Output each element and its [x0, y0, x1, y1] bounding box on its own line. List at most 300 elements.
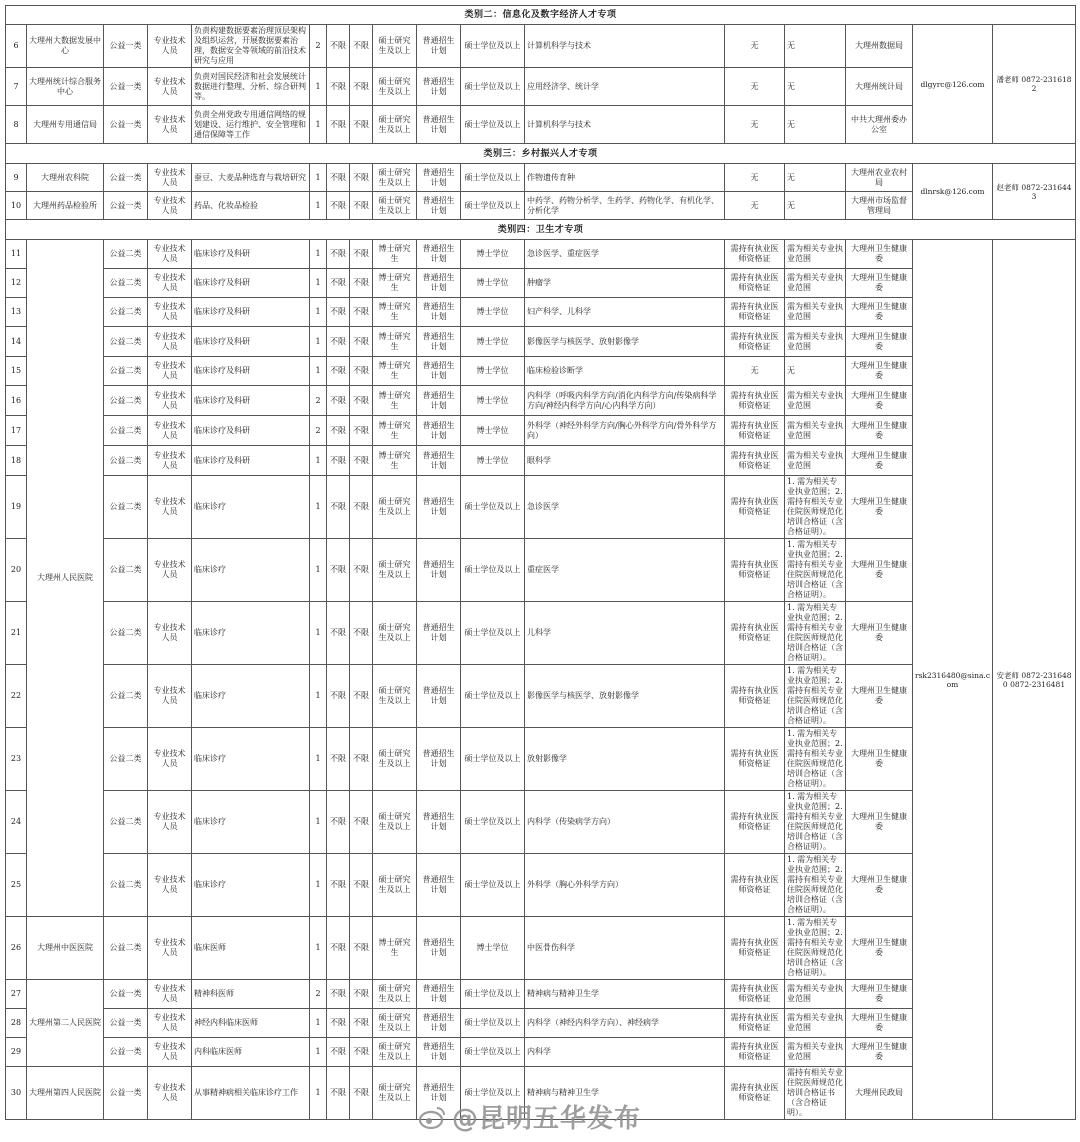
row-number: 9 — [6, 164, 27, 192]
cell-duty: 内科临床医师 — [192, 1038, 310, 1067]
category-header-row — [6, 6, 1076, 25]
cell-post: 专业技术人员 — [148, 269, 192, 298]
cell-type: 公益二类 — [104, 386, 148, 416]
contact-email[interactable]: dlnrsk@126.com — [913, 164, 993, 220]
cell-gender: 不限 — [350, 980, 373, 1009]
cell-num: 1 — [310, 192, 327, 220]
cell-num: 1 — [310, 1038, 327, 1067]
cell-edu: 硕士研究生及以上 — [373, 1067, 417, 1120]
cell-num: 1 — [310, 68, 327, 106]
table-row — [6, 240, 1076, 269]
cell-dept: 大理州卫生健康委 — [846, 1038, 913, 1067]
cell-other: 无 — [785, 68, 846, 106]
cell-duty: 临床诊疗及科研 — [192, 298, 310, 327]
cell-num: 1 — [310, 476, 327, 539]
cell-degree: 博士学位 — [461, 357, 525, 386]
table-row — [6, 164, 1076, 192]
cell-cert: 无 — [725, 164, 785, 192]
cell-edu: 博士研究生 — [373, 269, 417, 298]
cell-other: 1. 需为相关专业执业范围；2. 需持有相关专业住院医师规范化培训合格证（含合格证明）。 — [785, 665, 846, 728]
unit-name: 大理州药品检验所 — [27, 192, 104, 220]
cell-gender: 不限 — [350, 665, 373, 728]
cell-post: 专业技术人员 — [148, 1009, 192, 1038]
cell-other: 1. 需为相关专业执业范围；2. 需持有相关专业住院医师规范化培训合格证（含合格证明）。 — [785, 791, 846, 854]
row-number: 25 — [6, 854, 27, 917]
cell-major: 中医骨伤科学 — [525, 917, 725, 980]
cell-cert: 需持有执业医师资格证 — [725, 854, 785, 917]
watermark — [418, 1098, 641, 1135]
cell-post: 专业技术人员 — [148, 357, 192, 386]
cell-gender: 不限 — [350, 192, 373, 220]
row-number: 19 — [6, 476, 27, 539]
cell-dept: 大理州卫生健康委 — [846, 476, 913, 539]
contact-email[interactable]: rsk2316480@sina.com — [913, 240, 993, 1120]
cell-post: 专业技术人员 — [148, 539, 192, 602]
cell-type: 公益一类 — [104, 1038, 148, 1067]
cell-type: 公益一类 — [104, 25, 148, 68]
cell-degree: 硕士学位及以上 — [461, 539, 525, 602]
cell-dept: 大理州卫生健康委 — [846, 539, 913, 602]
cell-edu: 硕士研究生及以上 — [373, 164, 417, 192]
cell-major: 精神病与精神卫生学 — [525, 980, 725, 1009]
cell-major: 中药学、药物分析学、生药学、药物化学、有机化学、分析化学 — [525, 192, 725, 220]
cell-other: 需为相关专业执业范围 — [785, 327, 846, 357]
unit-name: 大理州第四人民医院 — [27, 1067, 104, 1120]
cell-cert: 需持有执业医师资格证 — [725, 446, 785, 476]
cell-num: 2 — [310, 25, 327, 68]
cell-form: 普通招生计划 — [417, 446, 461, 476]
cell-major: 肿瘤学 — [525, 269, 725, 298]
cell-post: 专业技术人员 — [148, 68, 192, 106]
cell-other: 需为相关专业执业范围 — [785, 386, 846, 416]
cell-form: 普通招生计划 — [417, 1038, 461, 1067]
cell-post: 专业技术人员 — [148, 980, 192, 1009]
cell-type: 公益二类 — [104, 416, 148, 446]
cell-other: 1. 需为相关专业执业范围；2. 需持有相关专业住院医师规范化培训合格证（含合格证明）。 — [785, 917, 846, 980]
cell-edu: 硕士研究生及以上 — [373, 854, 417, 917]
cell-other: 无 — [785, 25, 846, 68]
cell-edu: 硕士研究生及以上 — [373, 25, 417, 68]
cell-num: 1 — [310, 1067, 327, 1120]
cell-dept: 大理州农业农村局 — [846, 164, 913, 192]
cell-major: 计算机科学与技术 — [525, 106, 725, 144]
cell-gender: 不限 — [350, 416, 373, 446]
cell-type: 公益二类 — [104, 327, 148, 357]
contact-person: 潘老师 0872-2316182 — [993, 25, 1076, 144]
cell-num: 1 — [310, 357, 327, 386]
cell-dept: 大理州卫生健康委 — [846, 269, 913, 298]
cell-duty: 从事精神病相关临床诊疗工作 — [192, 1067, 310, 1120]
cell-duty: 临床诊疗及科研 — [192, 446, 310, 476]
cell-dept: 大理州市场监督管理局 — [846, 192, 913, 220]
cell-num: 1 — [310, 539, 327, 602]
cell-edu: 硕士研究生及以上 — [373, 980, 417, 1009]
cell-age: 不限 — [327, 728, 350, 791]
row-number: 21 — [6, 602, 27, 665]
cell-other: 需为相关专业执业范围 — [785, 240, 846, 269]
cell-duty: 临床诊疗及科研 — [192, 240, 310, 269]
cell-dept: 大理州卫生健康委 — [846, 602, 913, 665]
cell-form: 普通招生计划 — [417, 327, 461, 357]
cell-degree: 博士学位 — [461, 269, 525, 298]
cell-gender: 不限 — [350, 68, 373, 106]
cell-gender: 不限 — [350, 106, 373, 144]
cell-type: 公益二类 — [104, 791, 148, 854]
cell-other: 1. 需为相关专业执业范围；2. 需持有相关专业住院医师规范化培训合格证（含合格证明）。 — [785, 602, 846, 665]
cell-form: 普通招生计划 — [417, 416, 461, 446]
cell-type: 公益一类 — [104, 106, 148, 144]
cell-major: 眼科学 — [525, 446, 725, 476]
cell-duty: 临床诊疗及科研 — [192, 327, 310, 357]
cell-dept: 大理州卫生健康委 — [846, 1009, 913, 1038]
row-number: 15 — [6, 357, 27, 386]
cell-post: 专业技术人员 — [148, 665, 192, 728]
cell-form: 普通招生计划 — [417, 1009, 461, 1038]
cell-major: 临床检验诊断学 — [525, 357, 725, 386]
row-number: 22 — [6, 665, 27, 728]
cell-cert: 需持有执业医师资格证 — [725, 728, 785, 791]
cell-post: 专业技术人员 — [148, 416, 192, 446]
cell-edu: 博士研究生 — [373, 416, 417, 446]
unit-name: 大理州专用通信局 — [27, 106, 104, 144]
cell-cert: 无 — [725, 25, 785, 68]
cell-form: 普通招生计划 — [417, 68, 461, 106]
cell-form: 普通招生计划 — [417, 980, 461, 1009]
cell-gender: 不限 — [350, 917, 373, 980]
cell-num: 1 — [310, 240, 327, 269]
cell-dept: 大理州卫生健康委 — [846, 240, 913, 269]
cell-dept: 大理州卫生健康委 — [846, 357, 913, 386]
cell-age: 不限 — [327, 68, 350, 106]
cell-form: 普通招生计划 — [417, 665, 461, 728]
cell-gender: 不限 — [350, 240, 373, 269]
row-number: 10 — [6, 192, 27, 220]
cell-post: 专业技术人员 — [148, 854, 192, 917]
cell-duty: 临床诊疗 — [192, 665, 310, 728]
cell-cert: 需持有执业医师资格证 — [725, 791, 785, 854]
cell-degree: 硕士学位及以上 — [461, 1038, 525, 1067]
cell-edu: 博士研究生 — [373, 357, 417, 386]
cell-age: 不限 — [327, 416, 350, 446]
cell-gender: 不限 — [350, 25, 373, 68]
cell-type: 公益二类 — [104, 917, 148, 980]
cell-type: 公益一类 — [104, 1067, 148, 1120]
cell-dept: 大理州卫生健康委 — [846, 386, 913, 416]
unit-name: 大理州农科院 — [27, 164, 104, 192]
row-number: 26 — [6, 917, 27, 980]
cell-edu: 博士研究生 — [373, 446, 417, 476]
cell-type: 公益一类 — [104, 192, 148, 220]
cell-gender: 不限 — [350, 164, 373, 192]
cell-form: 普通招生计划 — [417, 728, 461, 791]
cell-form: 普通招生计划 — [417, 854, 461, 917]
cell-num: 1 — [310, 106, 327, 144]
cell-post: 专业技术人员 — [148, 386, 192, 416]
cell-dept: 大理州卫生健康委 — [846, 327, 913, 357]
cell-post: 专业技术人员 — [148, 106, 192, 144]
cell-edu: 博士研究生 — [373, 240, 417, 269]
cell-other: 需为相关专业执业范围 — [785, 298, 846, 327]
cell-form: 普通招生计划 — [417, 192, 461, 220]
cell-cert: 需持有执业医师资格证 — [725, 327, 785, 357]
cell-num: 1 — [310, 728, 327, 791]
cell-gender: 不限 — [350, 269, 373, 298]
cell-post: 专业技术人员 — [148, 1038, 192, 1067]
cell-duty: 临床诊疗及科研 — [192, 416, 310, 446]
cell-major: 计算机科学与技术 — [525, 25, 725, 68]
cell-age: 不限 — [327, 1067, 350, 1120]
row-number: 28 — [6, 1009, 27, 1038]
cell-type: 公益二类 — [104, 298, 148, 327]
cell-gender: 不限 — [350, 539, 373, 602]
cell-cert: 需持有执业医师资格证 — [725, 1038, 785, 1067]
cell-age: 不限 — [327, 240, 350, 269]
cell-num: 1 — [310, 446, 327, 476]
cell-form: 普通招生计划 — [417, 539, 461, 602]
cell-duty: 临床医师 — [192, 917, 310, 980]
cell-age: 不限 — [327, 269, 350, 298]
unit-name: 大理州统计综合服务中心 — [27, 68, 104, 106]
cell-cert: 无 — [725, 357, 785, 386]
row-number: 12 — [6, 269, 27, 298]
cell-gender: 不限 — [350, 386, 373, 416]
cell-dept: 大理州卫生健康委 — [846, 298, 913, 327]
cell-edu: 硕士研究生及以上 — [373, 1009, 417, 1038]
cell-duty: 临床诊疗及科研 — [192, 357, 310, 386]
cell-cert: 需持有执业医师资格证 — [725, 269, 785, 298]
cell-num: 1 — [310, 791, 327, 854]
category-title: 类别四：卫生才专项 — [6, 220, 1076, 240]
cell-gender: 不限 — [350, 476, 373, 539]
cell-age: 不限 — [327, 357, 350, 386]
category-header-row — [6, 144, 1076, 164]
cell-edu: 硕士研究生及以上 — [373, 791, 417, 854]
cell-degree: 硕士学位及以上 — [461, 1067, 525, 1120]
cell-cert: 无 — [725, 106, 785, 144]
cell-degree: 硕士学位及以上 — [461, 164, 525, 192]
cell-gender: 不限 — [350, 446, 373, 476]
cell-gender: 不限 — [350, 602, 373, 665]
category-title: 类别三：乡村振兴人才专项 — [6, 144, 1076, 164]
cell-other: 1. 需为相关专业执业范围；2. 需持有相关专业住院医师规范化培训合格证（含合格证明）。 — [785, 854, 846, 917]
cell-edu: 博士研究生 — [373, 386, 417, 416]
cell-age: 不限 — [327, 854, 350, 917]
cell-type: 公益二类 — [104, 602, 148, 665]
table-row — [6, 25, 1076, 68]
cell-age: 不限 — [327, 164, 350, 192]
cell-degree: 硕士学位及以上 — [461, 1009, 525, 1038]
cell-other: 需持有相关专业住院医师规范化培训合格证书（含合格证明）。 — [785, 1067, 846, 1120]
cell-duty: 临床诊疗 — [192, 728, 310, 791]
cell-major: 内科学（传染病学方向） — [525, 791, 725, 854]
cell-type: 公益二类 — [104, 446, 148, 476]
cell-num: 2 — [310, 416, 327, 446]
cell-dept: 大理州卫生健康委 — [846, 665, 913, 728]
cell-degree: 硕士学位及以上 — [461, 728, 525, 791]
cell-type: 公益二类 — [104, 269, 148, 298]
cell-type: 公益一类 — [104, 164, 148, 192]
weibo-logo-icon — [418, 1103, 446, 1131]
cell-other: 无 — [785, 164, 846, 192]
cell-major: 作物遗传育种 — [525, 164, 725, 192]
cell-duty: 药品、化妆品检验 — [192, 192, 310, 220]
cell-age: 不限 — [327, 25, 350, 68]
row-number: 7 — [6, 68, 27, 106]
cell-type: 公益二类 — [104, 728, 148, 791]
row-number: 8 — [6, 106, 27, 144]
cell-form: 普通招生计划 — [417, 602, 461, 665]
cell-edu: 博士研究生 — [373, 298, 417, 327]
cell-type: 公益二类 — [104, 539, 148, 602]
cell-type: 公益二类 — [104, 476, 148, 539]
cell-other: 需为相关专业执业范围 — [785, 446, 846, 476]
cell-cert: 需持有执业医师资格证 — [725, 416, 785, 446]
cell-form: 普通招生计划 — [417, 269, 461, 298]
cell-cert: 需持有执业医师资格证 — [725, 917, 785, 980]
cell-age: 不限 — [327, 476, 350, 539]
cell-duty: 临床诊疗 — [192, 602, 310, 665]
cell-num: 2 — [310, 386, 327, 416]
cell-type: 公益二类 — [104, 665, 148, 728]
cell-dept: 大理州卫生健康委 — [846, 728, 913, 791]
cell-other: 无 — [785, 357, 846, 386]
cell-edu: 博士研究生 — [373, 917, 417, 980]
row-number: 30 — [6, 1067, 27, 1120]
cell-major: 儿科学 — [525, 602, 725, 665]
cell-dept: 大理州卫生健康委 — [846, 791, 913, 854]
cell-gender: 不限 — [350, 327, 373, 357]
cell-type: 公益一类 — [104, 980, 148, 1009]
cell-form: 普通招生计划 — [417, 917, 461, 980]
cell-gender: 不限 — [350, 1038, 373, 1067]
cell-dept: 大理州卫生健康委 — [846, 446, 913, 476]
cell-age: 不限 — [327, 917, 350, 980]
cell-type: 公益二类 — [104, 240, 148, 269]
cell-duty: 负责构建数据要素治理顶层架构及组织运营，开展数据要素治理，数据安全等领域的前沿技术研究与应用 — [192, 25, 310, 68]
cell-gender: 不限 — [350, 791, 373, 854]
cell-post: 专业技术人员 — [148, 25, 192, 68]
cell-num: 1 — [310, 602, 327, 665]
cell-age: 不限 — [327, 791, 350, 854]
recruitment-table — [5, 5, 1076, 1120]
cell-dept: 大理州数据局 — [846, 25, 913, 68]
cell-age: 不限 — [327, 327, 350, 357]
cell-post: 专业技术人员 — [148, 164, 192, 192]
cell-num: 1 — [310, 327, 327, 357]
cell-num: 1 — [310, 298, 327, 327]
cell-degree: 博士学位 — [461, 327, 525, 357]
cell-gender: 不限 — [350, 298, 373, 327]
cell-other: 1. 需为相关专业执业范围；2. 需持有相关专业住院医师规范化培训合格证（含合格证明）。 — [785, 476, 846, 539]
cell-duty: 蚕豆、大麦品种选育与栽培研究 — [192, 164, 310, 192]
row-number: 20 — [6, 539, 27, 602]
cell-duty: 神经内科临床医师 — [192, 1009, 310, 1038]
cell-age: 不限 — [327, 602, 350, 665]
cell-duty: 精神科医师 — [192, 980, 310, 1009]
cell-post: 专业技术人员 — [148, 240, 192, 269]
cell-edu: 硕士研究生及以上 — [373, 476, 417, 539]
watermark-text: @昆明五华发布 — [452, 1104, 642, 1134]
cell-major: 精神病与精神卫生学 — [525, 1067, 725, 1120]
cell-major: 急诊医学 — [525, 476, 725, 539]
cell-form: 普通招生计划 — [417, 240, 461, 269]
cell-cert: 需持有执业医师资格证 — [725, 539, 785, 602]
cell-cert: 无 — [725, 192, 785, 220]
cell-duty: 负责全州党政专用通信网络的规划建设、运行维护、安全管理和通信保障等工作 — [192, 106, 310, 144]
cell-type: 公益二类 — [104, 854, 148, 917]
cell-age: 不限 — [327, 298, 350, 327]
cell-major: 外科学（胸心外科学方向） — [525, 854, 725, 917]
cell-degree: 博士学位 — [461, 416, 525, 446]
cell-cert: 需持有执业医师资格证 — [725, 1009, 785, 1038]
cell-duty: 临床诊疗 — [192, 791, 310, 854]
cell-degree: 硕士学位及以上 — [461, 68, 525, 106]
cell-dept: 大理州卫生健康委 — [846, 416, 913, 446]
cell-dept: 大理州卫生健康委 — [846, 980, 913, 1009]
cell-degree: 硕士学位及以上 — [461, 602, 525, 665]
cell-form: 普通招生计划 — [417, 476, 461, 539]
cell-age: 不限 — [327, 446, 350, 476]
row-number: 27 — [6, 980, 27, 1009]
cell-gender: 不限 — [350, 1009, 373, 1038]
cell-degree: 硕士学位及以上 — [461, 854, 525, 917]
cell-degree: 博士学位 — [461, 446, 525, 476]
cell-cert: 需持有执业医师资格证 — [725, 298, 785, 327]
cell-duty: 临床诊疗 — [192, 476, 310, 539]
cell-edu: 硕士研究生及以上 — [373, 106, 417, 144]
cell-edu: 硕士研究生及以上 — [373, 539, 417, 602]
cell-age: 不限 — [327, 106, 350, 144]
cell-cert: 需持有执业医师资格证 — [725, 602, 785, 665]
cell-post: 专业技术人员 — [148, 728, 192, 791]
cell-post: 专业技术人员 — [148, 602, 192, 665]
cell-num: 1 — [310, 269, 327, 298]
cell-degree: 硕士学位及以上 — [461, 476, 525, 539]
cell-other: 无 — [785, 106, 846, 144]
row-number: 16 — [6, 386, 27, 416]
cell-age: 不限 — [327, 386, 350, 416]
cell-form: 普通招生计划 — [417, 791, 461, 854]
cell-major: 放射影像学 — [525, 728, 725, 791]
cell-degree: 硕士学位及以上 — [461, 192, 525, 220]
cell-major: 内科学（神经内科学方向）、神经病学 — [525, 1009, 725, 1038]
cell-cert: 需持有执业医师资格证 — [725, 476, 785, 539]
cell-post: 专业技术人员 — [148, 298, 192, 327]
cell-form: 普通招生计划 — [417, 106, 461, 144]
cell-major: 妇产科学、儿科学 — [525, 298, 725, 327]
cell-dept: 大理州统计局 — [846, 68, 913, 106]
unit-name: 大理州第二人民医院 — [27, 980, 104, 1067]
cell-num: 1 — [310, 665, 327, 728]
cell-major: 外科学（神经外科学方向/胸心外科学方向/骨外科学方向） — [525, 416, 725, 446]
cell-edu: 硕士研究生及以上 — [373, 728, 417, 791]
cell-form: 普通招生计划 — [417, 1067, 461, 1120]
contact-person: 安老师 0872-2316480 0872-2316481 — [993, 240, 1076, 1120]
cell-cert: 需持有执业医师资格证 — [725, 1067, 785, 1120]
cell-post: 专业技术人员 — [148, 327, 192, 357]
cell-edu: 硕士研究生及以上 — [373, 602, 417, 665]
cell-age: 不限 — [327, 192, 350, 220]
contact-email[interactable]: dlgyrc@126.com — [913, 25, 993, 144]
cell-num: 1 — [310, 164, 327, 192]
cell-post: 专业技术人员 — [148, 446, 192, 476]
unit-name: 大理州中医医院 — [27, 917, 104, 980]
cell-form: 普通招生计划 — [417, 386, 461, 416]
cell-age: 不限 — [327, 980, 350, 1009]
cell-other: 需为相关专业执业范围 — [785, 980, 846, 1009]
cell-post: 专业技术人员 — [148, 1067, 192, 1120]
cell-other: 需为相关专业执业范围 — [785, 269, 846, 298]
